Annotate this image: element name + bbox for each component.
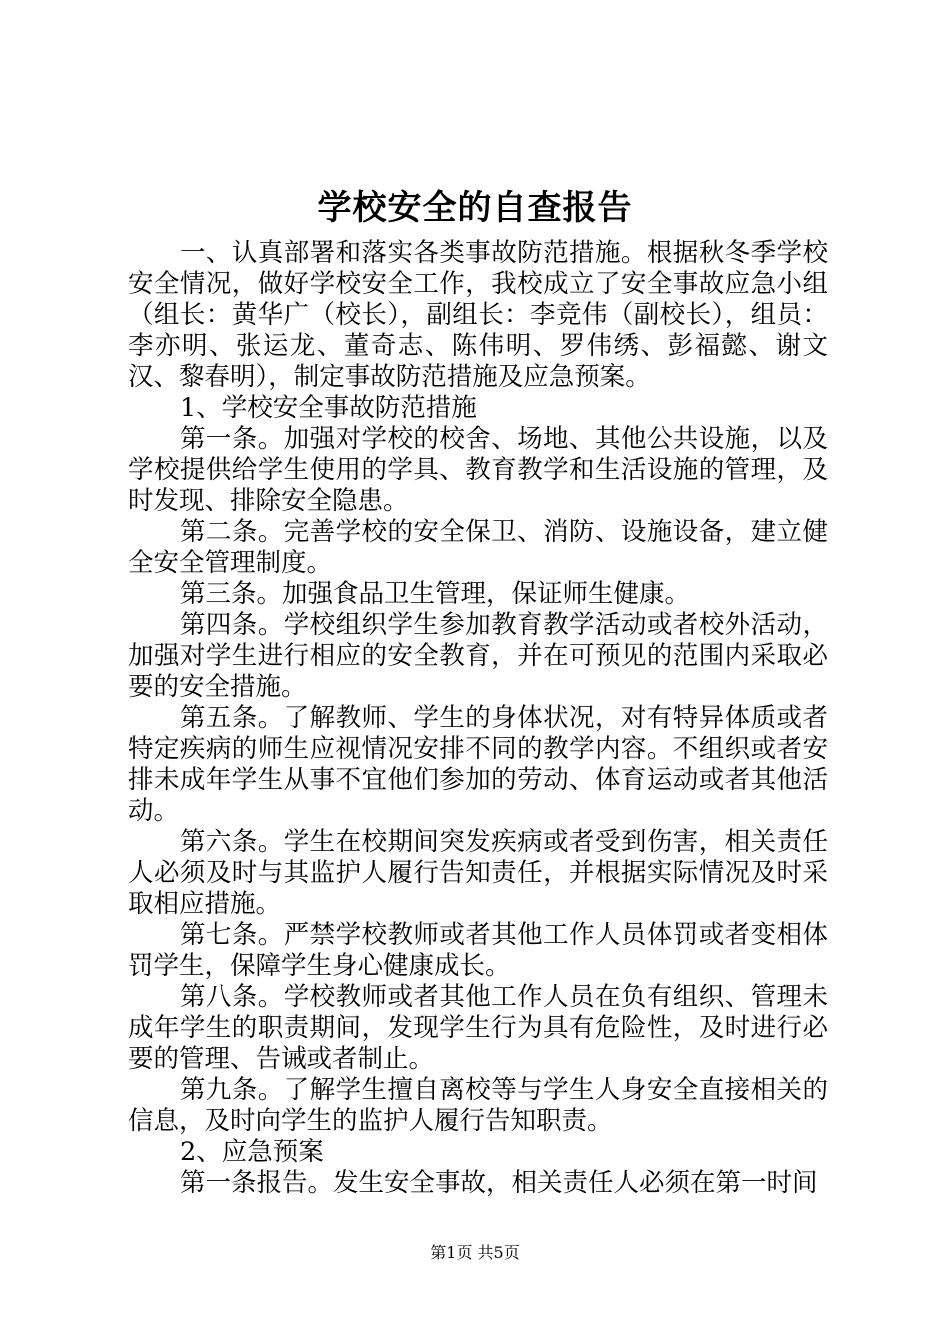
document-title: 学校安全的自查报告 — [317, 188, 633, 228]
page-number-footer: 第1页 共5页 — [430, 1243, 520, 1262]
paragraph-article-6: 第六条。学生在校期间突发疾病或者受到伤害，相关责任人必须及时与其监护人履行告知责任，并根据实际情况及时采取相应措施。 — [128, 827, 828, 919]
paragraph-article-8: 第八条。学校教师或者其他工作人员在负有组织、管理未成年学生的职责期间，发现学生行为具有危险性，及时进行必要的管理、告诫或者制止。 — [128, 982, 828, 1074]
section-heading-prevention: 1、学校安全事故防范措施 — [180, 393, 477, 423]
document-body — [128, 238, 828, 1199]
paragraph-article-7: 第七条。严禁学校教师或者其他工作人员体罚或者变相体罚学生，保障学生身心健康成长。 — [128, 920, 828, 981]
paragraph-article-3: 第三条。加强食品卫生管理，保证师生健康。 — [180, 579, 691, 609]
paragraph-article-4: 第四条。学校组织学生参加教育教学活动或者校外活动，加强对学生进行相应的安全教育，并在可预见的范围内采取必要的安全措施。 — [128, 610, 828, 702]
paragraph-article-2: 第二条。完善学校的安全保卫、消防、设施设备，建立健全安全管理制度。 — [128, 517, 828, 578]
paragraph-intro: 一、认真部署和落实各类事故防范措施。根据秋冬季学校安全情况，做好学校安全工作，我校成立了安全事故应急小组（组长：黄华广（校长），副组长：李竞伟（副校长），组员：李亦明、张运龙、董奇志、陈伟明、罗伟绣、彭福懿、谢文汉、黎春明），制定事故防范措施及应急预案。 — [128, 238, 828, 392]
section-heading-emergency-plan: 2、应急预案 — [180, 1137, 324, 1167]
paragraph-article-9: 第九条。了解学生擅自离校等与学生人身安全直接相关的信息，及时向学生的监护人履行告知职责。 — [128, 1075, 828, 1136]
paragraph-emergency-article-1: 第一条报告。发生安全事故，相关责任人必须在第一时间 — [180, 1168, 818, 1198]
paragraph-article-1: 第一条。加强对学校的校舍、场地、其他公共设施，以及学校提供给学生使用的学具、教育教学和生活设施的管理，及时发现、排除安全隐患。 — [128, 424, 828, 516]
paragraph-article-5: 第五条。了解教师、学生的身体状况，对有特异体质或者特定疾病的师生应视情况安排不同的教学内容。不组织或者安排未成年学生从事不宜他们参加的劳动、体育运动或者其他活动。 — [128, 703, 828, 826]
